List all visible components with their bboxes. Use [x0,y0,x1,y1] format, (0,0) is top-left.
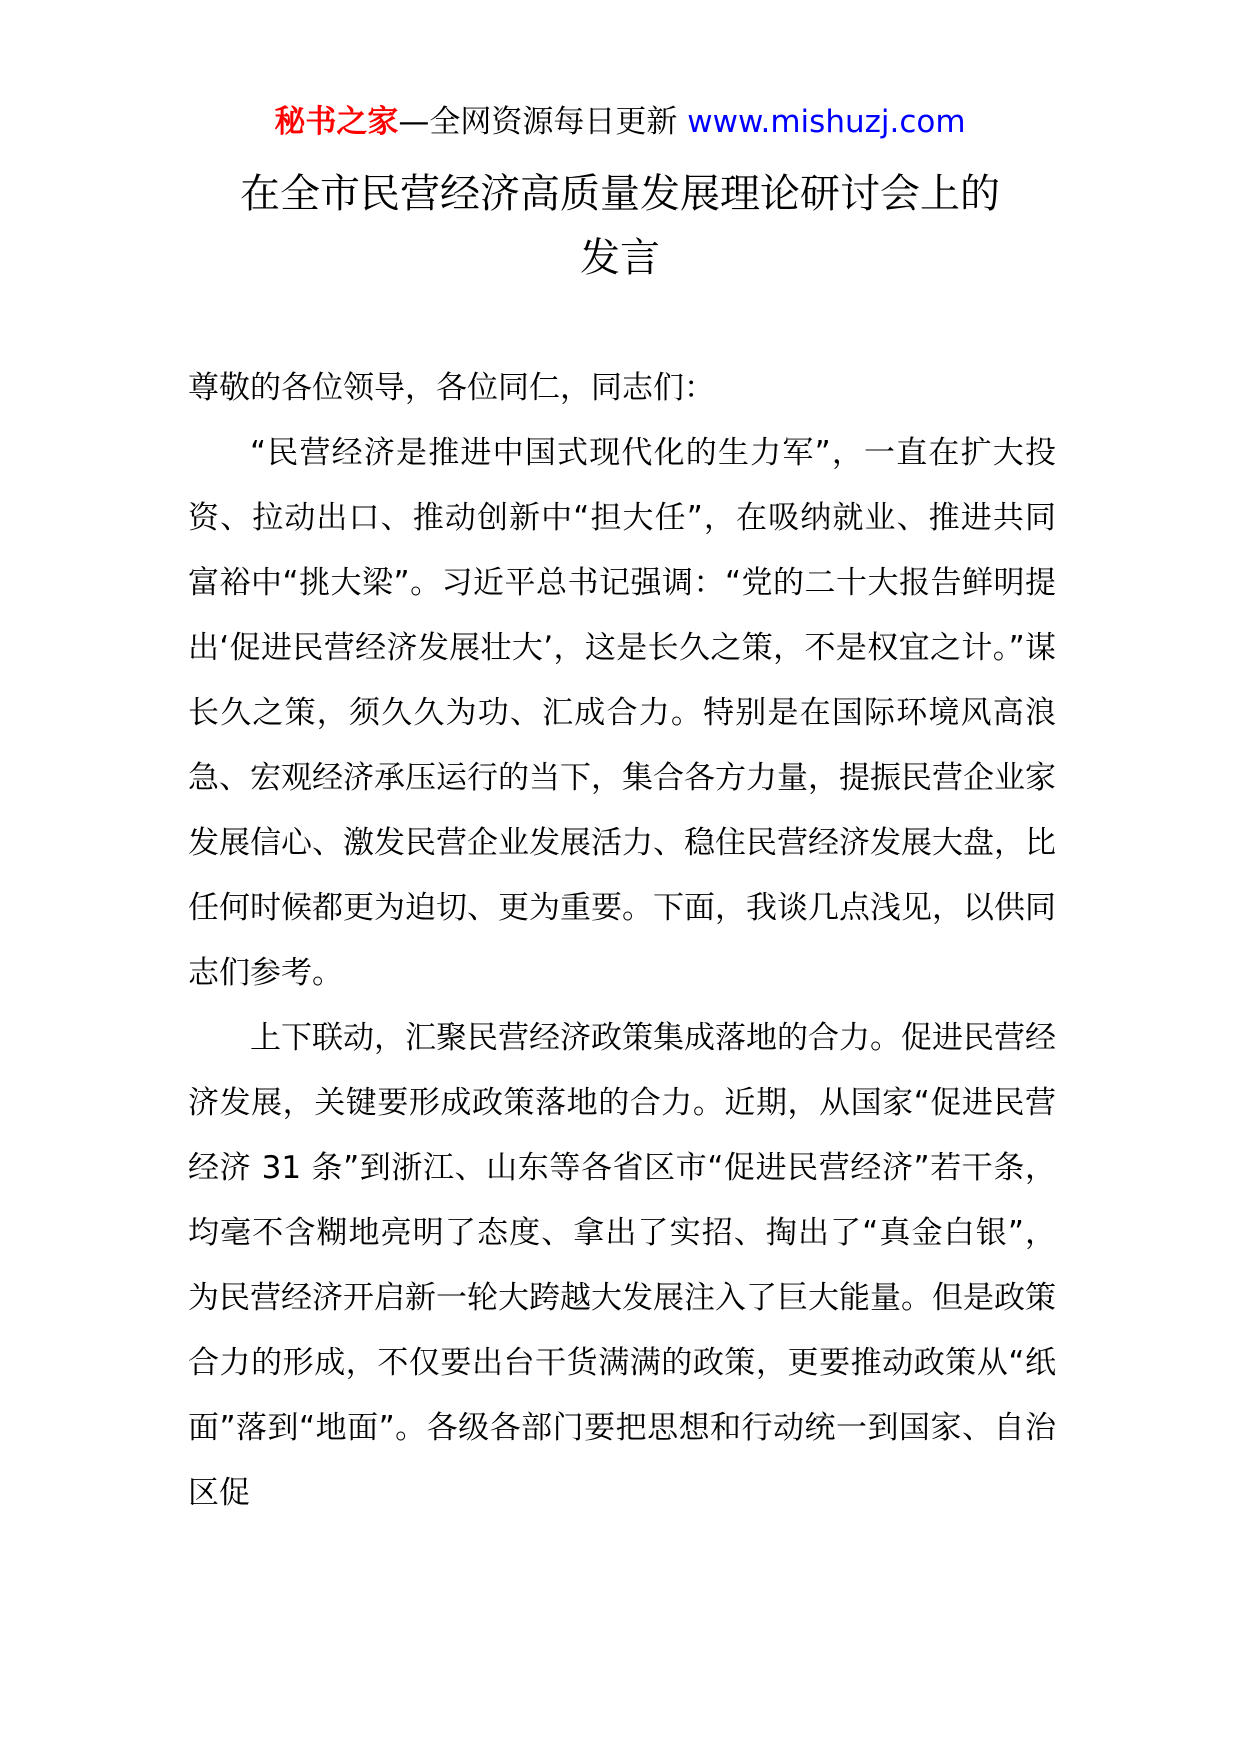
document-body [188,356,1056,1526]
document-title [120,162,1120,290]
site-header-banner [0,102,1240,142]
paragraph-1: “民营经济是推进中国式现代化的生力军”，一直在扩大投资、拉动出口、推动创新中“担大任”，在吸纳就业、推进共同富裕中“挑大梁”。习近平总书记强调：“党的二十大报告鲜明提出‘促进民营经济发展壮大’，这是长久之策，不是权宜之计。”谋长久之策，须久久为功、汇成合力。特别是在国际环境风高浪急、宏观经济承压运行的当下，集合各方力量，提振民营企业家发展信心、激发民营企业发展活力、稳住民营经济发展大盘，比任何时候都更为迫切、更为重要。下面，我谈几点浅见，以供同志们参考。 [188,435,1056,991]
site-url-link[interactable]: www.mishuzj.com [687,104,966,140]
title-line-1: 在全市民营经济高质量发展理论研讨会上的 [240,171,1000,217]
title-line-2: 发言 [580,235,660,281]
salutation: 尊敬的各位领导，各位同仁，同志们： [188,370,715,406]
paragraph-2: 上下联动，汇聚民营经济政策集成落地的合力。促进民营经济发展，关键要形成政策落地的合力。近期，从国家“促进民营经济 31 条”到浙江、山东等各省区市“促进民营经济”若干条，均毫不含糊地亮明了态度、拿出了实招、掏出了“真金白银”，为民营经济开启新一轮大跨越大发展注入了巨大能量。但是政策合力的形成，不仅要出台干货满满的政策，更要推动政策从“纸面”落到“地面”。各级各部门要把思想和行动统一到国家、自治区促 [188,1020,1056,1511]
brand-name: 秘书之家 [274,104,399,140]
header-slogan: —全网资源每日更新 [398,104,688,140]
